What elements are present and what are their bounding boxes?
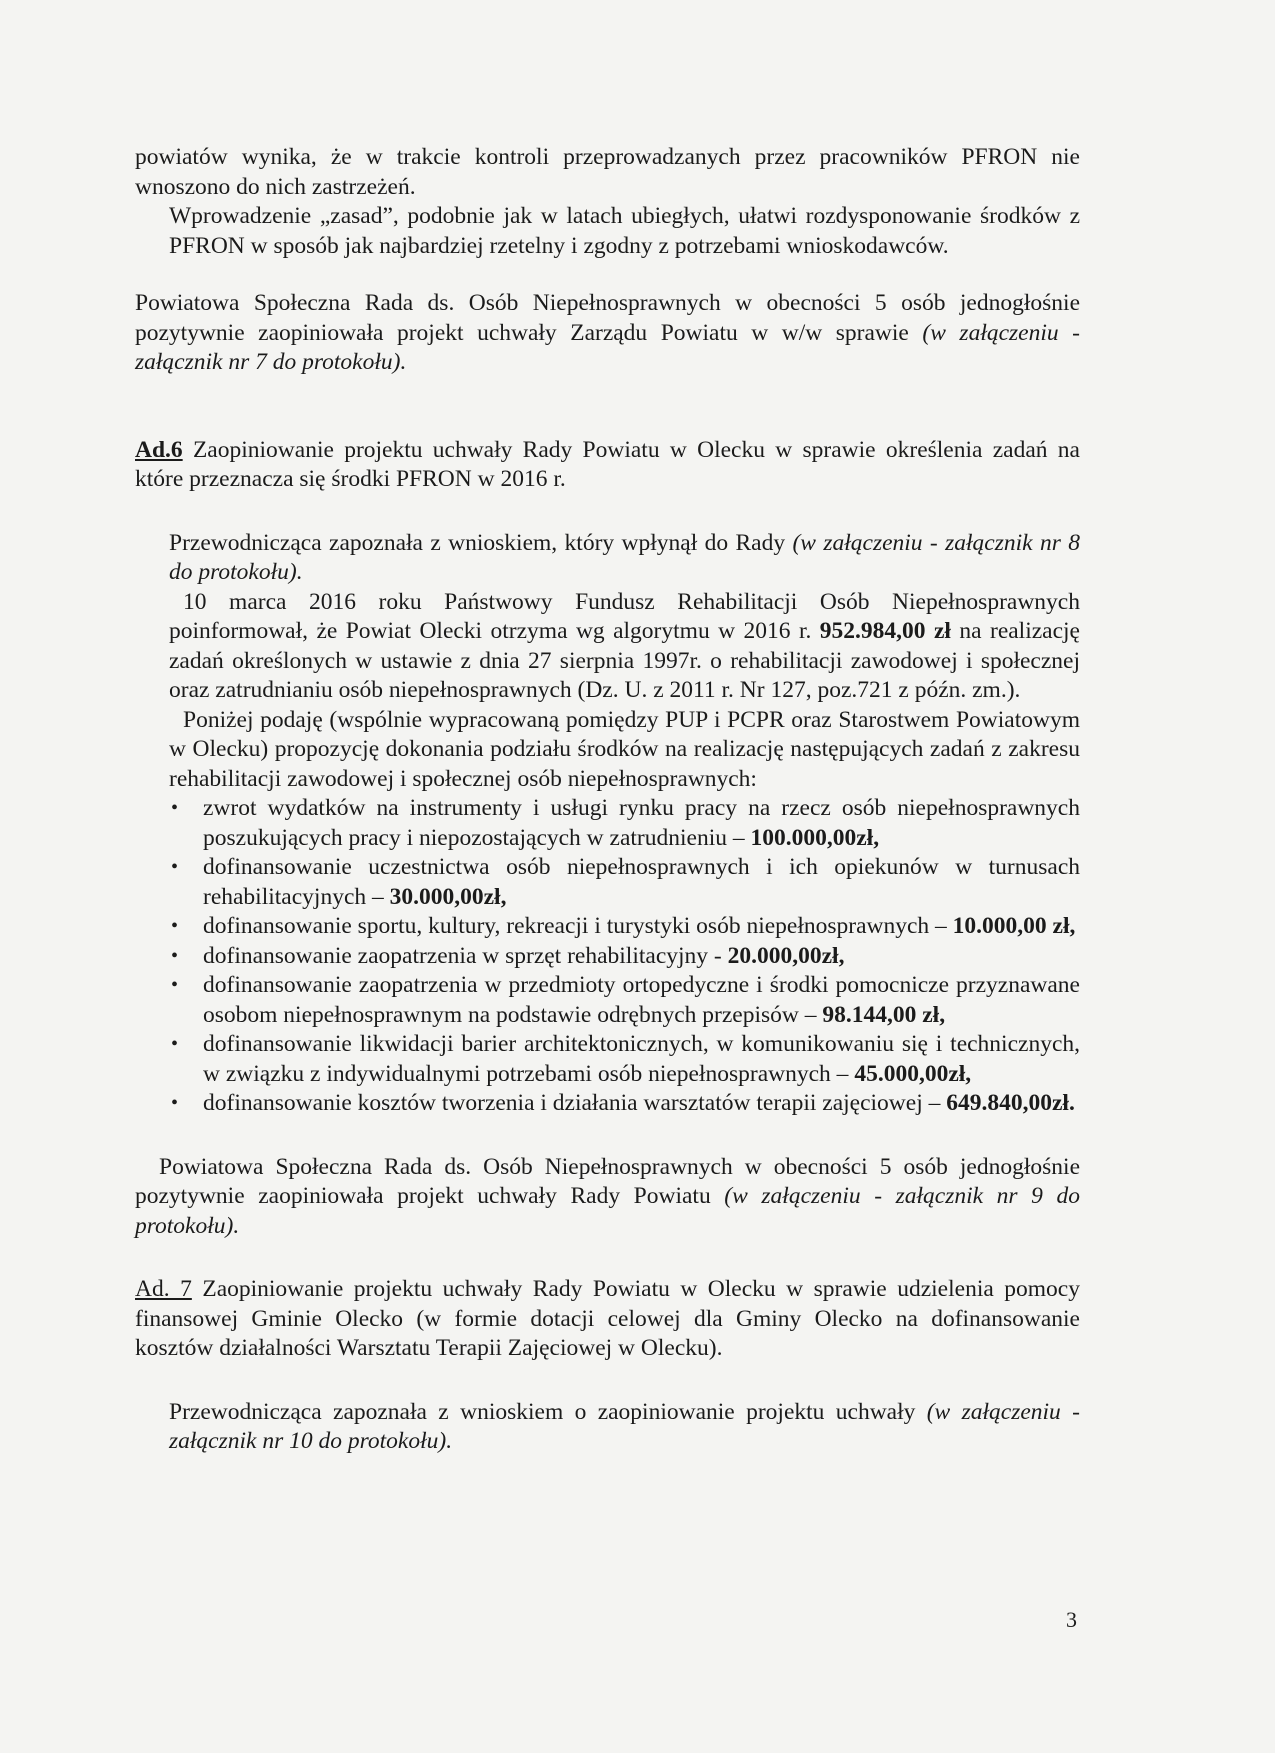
section-ad7-heading	[135, 1275, 1080, 1364]
task-text: dofinansowanie uczestnictwa osób niepełnosprawnych i ich opiekunów w turnusach rehabilitacyjnych –	[203, 854, 1080, 910]
paragraph-opinion-1	[135, 289, 1080, 378]
ad6-intro-text: Przewodnicząca zapoznała z wnioskiem, który wpłynął do Rady	[169, 529, 793, 556]
task-item-3	[169, 912, 1080, 942]
task-item-4	[169, 942, 1080, 972]
ad7-intro-attachment-ref: (w załączeniu - załącznik nr 10 do protokołu).	[169, 1398, 1080, 1454]
opinion-1-text: Powiatowa Społeczna Rada ds. Osób Niepełnosprawnych w obecności 5 osób jednogłośnie pozytywnie zaopiniowała projekt uchwały Zarządu Powiatu w w/w sprawie	[135, 290, 1080, 346]
task-amount: 45.000,00zł,	[854, 1060, 972, 1087]
paragraph-zasady: Wprowadzenie „zasad”, podobnie jak w latach ubiegłych, ułatwi rozdysponowanie środków z PFRON w sposób jak najbardziej rzetelny i zgodny z potrzebami wnioskodawców.	[169, 203, 1080, 259]
bullet-icon: •	[171, 1033, 179, 1055]
bullet-icon: •	[171, 974, 179, 996]
task-list	[135, 794, 1080, 1119]
ad6-funds-amount: 952.984,00 zł	[819, 618, 951, 644]
ad7-title: Zaopiniowanie projektu uchwały Rady Powiatu w Olecku w sprawie udzielenia pomocy finansowej Gminie Olecko (w formie dotacji celowej dla Gminy Olecko na dofinansowanie kosztów działalności Warsztatu Terapii Zajęciowej w Olecku).	[135, 1276, 1080, 1361]
page-content	[135, 143, 1080, 1457]
bullet-icon: •	[171, 915, 179, 937]
ad6-funds-before: 10 marca 2016 roku Państwowy Fundusz Rehabilitacji Osób Niepełnosprawnych poinformował, że Powiat Olecki otrzyma wg algorytmu w 2016 r.	[169, 588, 1080, 644]
ad6-funds-after: na realizację zadań określonych w ustawie z dnia 27 sierpnia 1997r. o rehabilitacji zawodowej i społecznej oraz zatrudnianiu osób niepełnosprawnych (Dz. U. z 2011 r. Nr 127, poz.721 z późn. zm.).	[169, 618, 1080, 703]
bullet-icon: •	[171, 797, 179, 819]
task-amount: 20.000,00zł,	[727, 942, 845, 969]
task-item-1	[169, 794, 1080, 853]
ad7-intro-text: Przewodnicząca zapoznała z wnioskiem o zaopiniowanie projektu uchwały	[169, 1398, 927, 1425]
ad6-title: Zaopiniowanie projektu uchwały Rady Powiatu w Olecku w sprawie określenia zadań na które przeznacza się środki PFRON w 2016 r.	[135, 436, 1080, 492]
bullet-icon: •	[171, 944, 179, 967]
task-text: dofinansowanie zaopatrzenia w sprzęt rehabilitacyjny -	[203, 942, 728, 969]
paragraph-opinion-2	[135, 1153, 1080, 1242]
section-ad6-heading	[135, 436, 1080, 495]
task-text: zwrot wydatków na instrumenty i usługi rynku pracy na rzecz osób niepełnosprawnych poszukujących pracy i niepozostających w zatrudnieniu –	[203, 795, 1080, 851]
bullet-icon: •	[171, 1092, 179, 1114]
paragraph-ad6-proposal: Poniżej podaję (wspólnie wypracowaną pomiędzy PUP i PCPR oraz Starostwem Powiatowym w Olecku) propozycję dokonania podziału środków na realizację następujących zadań z zakresu rehabilitacji zawodowej i społecznej osób niepełnosprawnych:	[169, 706, 1080, 792]
task-item-7	[169, 1089, 1080, 1119]
opinion-1-attachment-ref: (w załączeniu - załącznik nr 7 do protokołu).	[135, 319, 1080, 375]
task-text: dofinansowanie kosztów tworzenia i działania warsztatów terapii zajęciowej –	[203, 1090, 947, 1116]
task-amount: 100.000,00zł,	[750, 824, 880, 851]
opinion-2-attachment-ref: (w załączeniu - załącznik nr 9 do protokołu).	[135, 1183, 1080, 1239]
task-amount: 649.840,00zł.	[946, 1090, 1075, 1116]
task-amount: 10.000,00 zł,	[952, 913, 1076, 939]
task-text: dofinansowanie sportu, kultury, rekreacji i turystyki osób niepełnosprawnych –	[203, 913, 953, 939]
ad6-intro-attachment-ref: (w załączeniu - załącznik nr 8 do protokołu).	[169, 529, 1080, 585]
task-item-5	[169, 971, 1080, 1030]
task-amount: 98.144,00 zł,	[822, 1001, 946, 1028]
bullet-icon: •	[171, 856, 179, 878]
task-amount: 30.000,00zł,	[389, 883, 507, 910]
paragraph-pfron-control: powiatów wynika, że w trakcie kontroli przeprowadzanych przez pracowników PFRON nie wnoszono do nich zastrzeżeń.	[135, 144, 1080, 200]
paragraph-ad7-intro	[135, 1398, 1080, 1457]
paragraph-ad6-funds	[169, 588, 1080, 706]
paragraph-ad6-intro	[169, 529, 1080, 588]
ad7-label: Ad. 7	[135, 1276, 192, 1302]
opinion-2-text: Powiatowa Społeczna Rada ds. Osób Niepełnosprawnych w obecności 5 osób jednogłośnie pozytywnie zaopiniowała projekt uchwały Rady Powiatu	[135, 1153, 1080, 1209]
task-text: dofinansowanie zaopatrzenia w przedmioty ortopedyczne i środki pomocnicze przyznawane osobom niepełnosprawnym na podstawie odrębnych przepisów –	[203, 972, 1080, 1028]
task-item-2	[169, 853, 1080, 912]
page-number: 3	[1066, 1607, 1077, 1632]
task-text: dofinansowanie likwidacji barier architektonicznych, w komunikowaniu się i technicznych, w związku z indywidualnymi potrzebami osób niepełnosprawnych –	[203, 1031, 1080, 1087]
ad6-label: Ad.6	[135, 436, 183, 463]
task-item-6	[169, 1030, 1080, 1089]
